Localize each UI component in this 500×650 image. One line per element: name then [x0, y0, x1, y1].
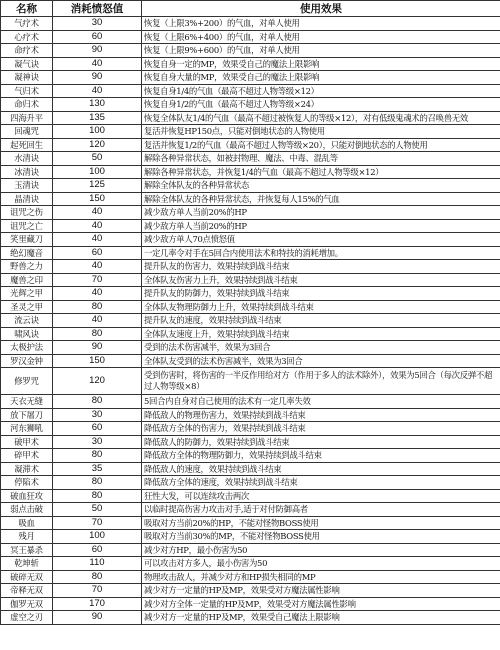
skill-name-cell: 啸风诀 [1, 327, 53, 341]
skill-name-cell: 天衣无缝 [1, 395, 53, 409]
rage-cost-cell: 50 [53, 503, 142, 517]
rage-cost-cell: 130 [53, 98, 142, 112]
effect-cell: 解除全体队友的各种异常状态 [142, 179, 500, 193]
effect-cell: 恢复（上限9%+600）的气血，对单人使用 [142, 44, 500, 58]
rage-cost-cell: 60 [53, 30, 142, 44]
table-row [1, 165, 500, 179]
effect-cell: 减少对方一定量的HP及MP，效果受自己魔法上限影响 [142, 611, 500, 625]
table-row [1, 503, 500, 517]
rage-cost-cell: 80 [53, 449, 142, 463]
rage-cost-cell: 80 [53, 327, 142, 341]
table-row [1, 449, 500, 463]
header-cost: 消耗愤怒值 [53, 1, 142, 17]
skill-name-cell: 太极护法 [1, 341, 53, 355]
skill-name-cell: 命归术 [1, 98, 53, 112]
skill-name-cell: 伽罗无双 [1, 597, 53, 611]
table-body [1, 17, 500, 625]
skill-name-cell: 乾坤斩 [1, 557, 53, 571]
rage-cost-cell: 40 [53, 84, 142, 98]
rage-cost-cell: 80 [53, 489, 142, 503]
table-row [1, 71, 500, 85]
table-row [1, 435, 500, 449]
skill-name-cell: 野兽之力 [1, 260, 53, 274]
effect-cell: 减少敌方单人当前20%的HP [142, 206, 500, 220]
table-row [1, 246, 500, 260]
effect-cell: 全体队友速度上升，效果持续到战斗结束 [142, 327, 500, 341]
table-row [1, 287, 500, 301]
effect-cell: 降低敌方全体的物理防御力，效果持续到战斗结束 [142, 449, 500, 463]
effect-cell: 解除全体队友的各种异常状态，并恢复每人15%的气血 [142, 192, 500, 206]
skill-name-cell: 冰清诀 [1, 165, 53, 179]
effect-cell: 恢复（上限6%+400）的气血，对单人使用 [142, 30, 500, 44]
skill-name-cell: 圣灵之甲 [1, 300, 53, 314]
effect-cell: 复活并恢复1/2的气血（最高不超过人物等级×20），只能对倒地状态的人物使用 [142, 138, 500, 152]
table-row [1, 206, 500, 220]
table-row [1, 354, 500, 368]
skill-name-cell: 命疗术 [1, 44, 53, 58]
effect-cell: 降低敌人的物理伤害力，效果持续到战斗结束 [142, 408, 500, 422]
rage-cost-cell: 135 [53, 111, 142, 125]
table-row [1, 462, 500, 476]
table-row [1, 570, 500, 584]
rage-cost-cell: 30 [53, 435, 142, 449]
effect-cell: 吸取对方当前30%的MP，不能对怪物BOSS使用 [142, 530, 500, 544]
effect-cell: 全体队友受到的法术伤害减半，效果为3回合 [142, 354, 500, 368]
rage-cost-cell: 90 [53, 44, 142, 58]
rage-cost-cell: 100 [53, 125, 142, 139]
effect-cell: 受到伤害时，将伤害的一半反作用给对方（作用于多人的法术除外），效果为5回合（每次反弹不超过人物等级×8） [142, 368, 500, 395]
table-row [1, 516, 500, 530]
rage-cost-cell: 40 [53, 260, 142, 274]
skill-name-cell: 凝神诀 [1, 71, 53, 85]
effect-cell: 提升队友的速度，效果持续到战斗结束 [142, 314, 500, 328]
table-row [1, 597, 500, 611]
skill-name-cell: 凝气诀 [1, 57, 53, 71]
rage-cost-cell: 30 [53, 408, 142, 422]
rage-cost-cell: 60 [53, 543, 142, 557]
table-row [1, 233, 500, 247]
skill-name-cell: 帝释无双 [1, 584, 53, 598]
table-row [1, 422, 500, 436]
table-row [1, 543, 500, 557]
rage-cost-cell: 170 [53, 597, 142, 611]
table-row [1, 476, 500, 490]
table-row [1, 260, 500, 274]
skill-name-cell: 弱点击破 [1, 503, 53, 517]
rage-cost-cell: 110 [53, 557, 142, 571]
effect-cell: 可以攻击对方多人，最小伤害为50 [142, 557, 500, 571]
table-row [1, 192, 500, 206]
table-row [1, 152, 500, 166]
rage-cost-cell: 40 [53, 287, 142, 301]
table-row [1, 327, 500, 341]
table-row [1, 300, 500, 314]
skill-name-cell: 魔兽之印 [1, 273, 53, 287]
table-row [1, 98, 500, 112]
skill-name-cell: 心疗术 [1, 30, 53, 44]
rage-cost-cell: 90 [53, 71, 142, 85]
rage-cost-cell: 80 [53, 476, 142, 490]
rage-cost-cell: 70 [53, 516, 142, 530]
skill-name-cell: 起死回生 [1, 138, 53, 152]
effect-cell: 提升队友的伤害力，效果持续到战斗结束 [142, 260, 500, 274]
effect-cell: 物理攻击敌人，并减少对方和HP损失相同的MP [142, 570, 500, 584]
effect-cell: 解除各种异常状态，如被封物理、魔法、中毒、混乱等 [142, 152, 500, 166]
skill-name-cell: 四海升平 [1, 111, 53, 125]
table-row [1, 557, 500, 571]
table-row [1, 395, 500, 409]
table-row [1, 219, 500, 233]
effect-cell: 吸取对方当前20%的HP，不能对怪物BOSS使用 [142, 516, 500, 530]
skill-name-cell: 河东狮吼 [1, 422, 53, 436]
skill-name-cell: 虚空之刃 [1, 611, 53, 625]
skill-name-cell: 破碎无双 [1, 570, 53, 584]
skill-name-cell: 绝幻魔音 [1, 246, 53, 260]
table-row [1, 489, 500, 503]
skill-name-cell: 晶清诀 [1, 192, 53, 206]
table-row [1, 30, 500, 44]
effect-cell: 减少敌方单人70点愤怒值 [142, 233, 500, 247]
rage-cost-cell: 90 [53, 611, 142, 625]
table-row [1, 111, 500, 125]
effect-cell: 恢复自身1/2的气血（最高不超过人物等级×24） [142, 98, 500, 112]
table-row [1, 273, 500, 287]
skill-name-cell: 气归术 [1, 84, 53, 98]
effect-cell: 降低敌方全体的伤害力，效果持续到战斗结束 [142, 422, 500, 436]
skill-name-cell: 碎甲术 [1, 449, 53, 463]
table-row [1, 57, 500, 71]
skill-name-cell: 回魂咒 [1, 125, 53, 139]
table-header-row [1, 1, 500, 17]
skill-name-cell: 吸血 [1, 516, 53, 530]
effect-cell: 恢复自身一定的MP，效果受自己的魔法上限影响 [142, 57, 500, 71]
effect-cell: 解除各种异常状态，并恢复1/4的气血（最高不超过人物等级×12） [142, 165, 500, 179]
effect-cell: 减少敌方单人当前20%的HP [142, 219, 500, 233]
effect-cell: 全体队友伤害力上升，效果持续到战斗结束 [142, 273, 500, 287]
effect-cell: 减少对方HP，最小伤害为50 [142, 543, 500, 557]
effect-cell: 恢复自身大量的MP，效果受自己的魔法上限影响 [142, 71, 500, 85]
effect-cell: 降低敌方全体的速度，效果持续到战斗结束 [142, 476, 500, 490]
table-row [1, 138, 500, 152]
rage-cost-cell: 70 [53, 584, 142, 598]
table-row [1, 179, 500, 193]
rage-cost-cell: 50 [53, 152, 142, 166]
header-name: 名称 [1, 1, 53, 17]
rage-cost-cell: 40 [53, 57, 142, 71]
table-row [1, 314, 500, 328]
effect-cell: 减少对方一定量的HP及MP，效果受对方魔法属性影响 [142, 584, 500, 598]
rage-cost-cell: 150 [53, 354, 142, 368]
rage-cost-cell: 80 [53, 570, 142, 584]
skill-name-cell: 诅咒之亡 [1, 219, 53, 233]
skill-name-cell: 诅咒之伤 [1, 206, 53, 220]
effect-cell: 狂性大发，可以连续攻击两次 [142, 489, 500, 503]
effect-cell: 恢复（上限3%+200）的气血，对单人使用 [142, 17, 500, 31]
skill-name-cell: 冥王暴杀 [1, 543, 53, 557]
rage-cost-cell: 60 [53, 422, 142, 436]
rage-cost-cell: 150 [53, 192, 142, 206]
rage-cost-cell: 60 [53, 246, 142, 260]
skill-name-cell: 破甲术 [1, 435, 53, 449]
skill-name-cell: 玉清诀 [1, 179, 53, 193]
table-row [1, 341, 500, 355]
skill-name-cell: 水清诀 [1, 152, 53, 166]
rage-cost-cell: 125 [53, 179, 142, 193]
skill-name-cell: 破血狂攻 [1, 489, 53, 503]
rage-cost-cell: 90 [53, 341, 142, 355]
rage-cost-cell: 120 [53, 138, 142, 152]
rage-cost-cell: 120 [53, 368, 142, 395]
effect-cell: 全体队友物理防御力上升，效果持续到战斗结束 [142, 300, 500, 314]
effect-cell: 5回合内自身对自己使用的法术有一定几率失效 [142, 395, 500, 409]
rage-cost-cell: 40 [53, 219, 142, 233]
header-effect: 使用效果 [142, 1, 500, 17]
effect-cell: 以临时提高伤害力攻击对手,适于对付防御高者 [142, 503, 500, 517]
table-row [1, 125, 500, 139]
skill-name-cell: 气疗术 [1, 17, 53, 31]
table-row [1, 584, 500, 598]
skill-name-cell: 停陷术 [1, 476, 53, 490]
table-row [1, 17, 500, 31]
rage-cost-cell: 35 [53, 462, 142, 476]
rage-cost-cell: 80 [53, 300, 142, 314]
effect-cell: 减少对方全体一定量的HP及MP，效果受对方魔法属性影响 [142, 597, 500, 611]
table-row [1, 44, 500, 58]
effect-cell: 降低敌人的防御力，效果持续到战斗结束 [142, 435, 500, 449]
effect-cell: 恢复自身1/4的气血（最高不超过人物等级×12） [142, 84, 500, 98]
skill-name-cell: 修罗咒 [1, 368, 53, 395]
rage-cost-cell: 100 [53, 165, 142, 179]
skill-name-cell: 残月 [1, 530, 53, 544]
skill-name-cell: 流云诀 [1, 314, 53, 328]
rage-cost-cell: 100 [53, 530, 142, 544]
effect-cell: 受到的法术伤害减半，效果为3回合 [142, 341, 500, 355]
skill-name-cell: 光辉之甲 [1, 287, 53, 301]
table-row [1, 530, 500, 544]
table-row [1, 368, 500, 395]
rage-cost-cell: 70 [53, 273, 142, 287]
rage-cost-cell: 80 [53, 395, 142, 409]
table-row [1, 84, 500, 98]
table-row [1, 611, 500, 625]
effect-cell: 一定几率令对手在5回合内使用法术和特技的消耗增加。 [142, 246, 500, 260]
effect-cell: 降低敌人的速度，效果持续到战斗结束 [142, 462, 500, 476]
effect-cell: 恢复全体队友1/4的气血（最高不超过被恢复人的等级×12），对有低级鬼魂术的召唤兽无效 [142, 111, 500, 125]
skill-name-cell: 罗汉金钟 [1, 354, 53, 368]
effect-cell: 复活并恢复HP150点，只能对倒地状态的人物使用 [142, 125, 500, 139]
rage-cost-cell: 40 [53, 233, 142, 247]
skill-name-cell: 凝滞术 [1, 462, 53, 476]
rage-cost-cell: 40 [53, 206, 142, 220]
rage-cost-cell: 30 [53, 17, 142, 31]
skill-name-cell: 放下屠刀 [1, 408, 53, 422]
skill-name-cell: 笑里藏刀 [1, 233, 53, 247]
table-row [1, 408, 500, 422]
rage-cost-cell: 40 [53, 314, 142, 328]
effect-cell: 提升队友的防御力，效果持续到战斗结束 [142, 287, 500, 301]
